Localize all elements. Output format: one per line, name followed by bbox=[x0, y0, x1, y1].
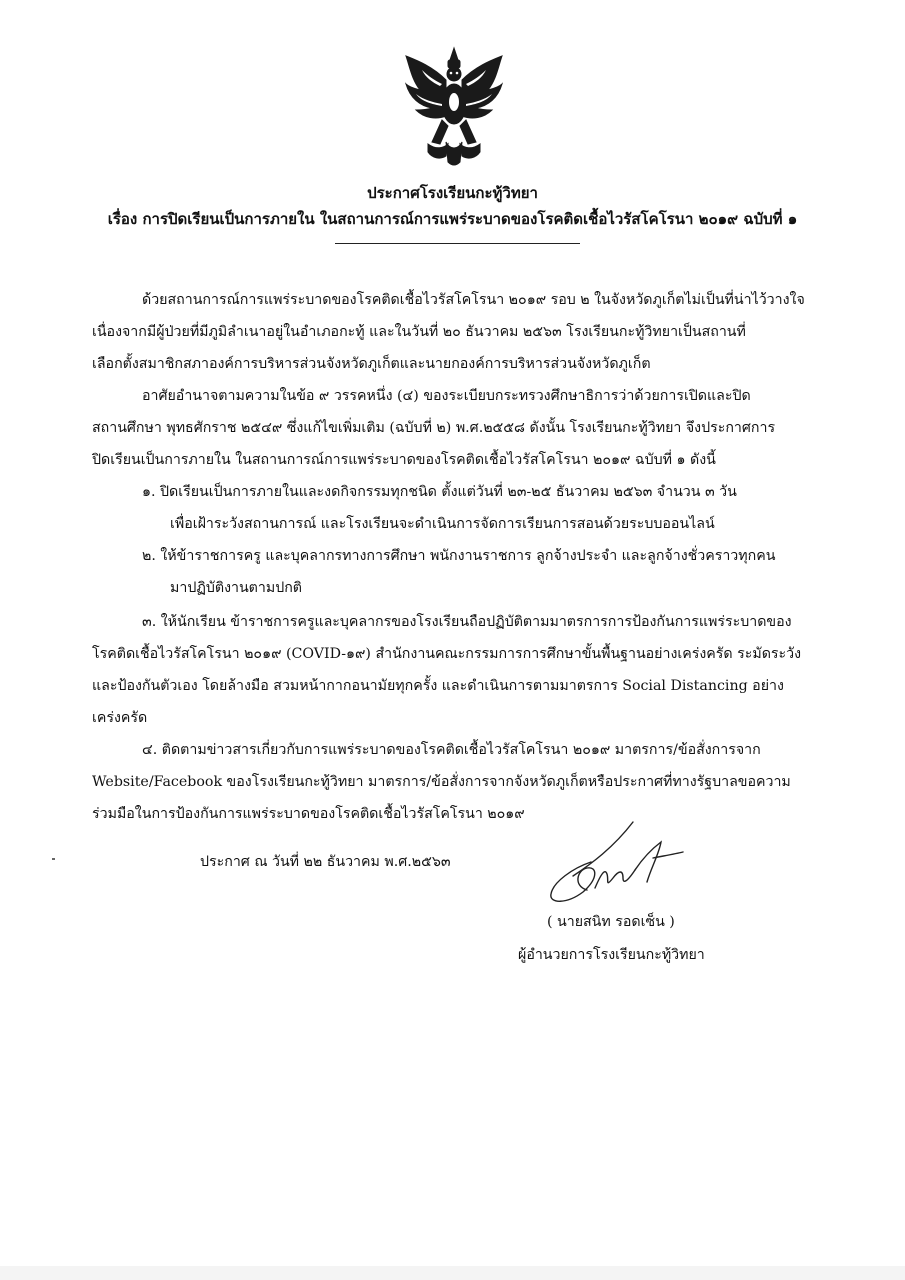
garuda-emblem-icon bbox=[402, 46, 506, 166]
list-item: และป้องกันตัวเอง โดยล้างมือ สวมหน้ากากอนามัยทุกครั้ง และดำเนินการตามมาตรการ Social Distancing อย่าง bbox=[92, 678, 784, 694]
handwritten-signature-icon bbox=[543, 818, 693, 918]
body-line: ด้วยสถานการณ์การแพร่ระบาดของโรคติดเชื้อไวรัสโคโรนา ๒๐๑๙ รอบ ๒ ในจังหวัดภูเก็ตไม่เป็นที่น่าไว้วางใจ bbox=[142, 292, 805, 308]
body-line: สถานศึกษา พุทธศักราช ๒๕๔๙ ซึ่งแก้ไขเพิ่มเติม (ฉบับที่ ๒) พ.ศ.๒๕๕๘ ดังนั้น โรงเรียนกะทู้วิทยา จึงประกาศการ bbox=[92, 420, 776, 436]
body-line: เนื่องจากมีผู้ป่วยที่มีภูมิลำเนาอยู่ในอำเภอกะทู้ และในวันที่ ๒๐ ธันวาคม ๒๕๖๓ โรงเรียนกะทู้วิทยาเป็นสถานที่ bbox=[92, 324, 746, 340]
list-item: เคร่งครัด bbox=[92, 710, 148, 726]
body-line: เลือกตั้งสมาชิกสภาองค์การบริหารส่วนจังหวัดภูเก็ตและนายกองค์การบริหารส่วนจังหวัดภูเก็ต bbox=[92, 356, 651, 372]
signer-title: ผู้อำนวยการโรงเรียนกะทู้วิทยา bbox=[518, 947, 705, 963]
signer-name: ( นายสนิท รอดเซ็น ) bbox=[547, 914, 675, 930]
list-item: เพื่อเฝ้าระวังสถานการณ์ และโรงเรียนจะดำเนินการจัดการเรียนการสอนด้วยระบบออนไลน์ bbox=[170, 516, 715, 532]
list-item: ๔. ติดตามข่าวสารเกี่ยวกับการแพร่ระบาดของโรคติดเชื้อไวรัสโคโรนา ๒๐๑๙ มาตรการ/ข้อสั่งการจาก bbox=[142, 742, 761, 758]
body-line: ปิดเรียนเป็นการภายใน ในสถานการณ์การแพร่ระบาดของโรคติดเชื้อไวรัสโคโรนา ๒๐๑๙ ฉบับที่ ๑ ดังนี้ bbox=[92, 452, 716, 468]
list-item: ร่วมมือในการป้องกันการแพร่ระบาดของโรคติดเชื้อไวรัสโคโรนา ๒๐๑๙ bbox=[92, 806, 525, 822]
body-line: อาศัยอำนาจตามความในข้อ ๙ วรรคหนึ่ง (๔) ของระเบียบกระทรวงศึกษาธิการว่าด้วยการเปิดและปิด bbox=[142, 388, 751, 404]
document-title: ประกาศโรงเรียนกะทู้วิทยา bbox=[367, 184, 538, 202]
list-item: โรคติดเชื้อไวรัสโคโรนา ๒๐๑๙ (COVID-๑๙) สำนักงานคณะกรรมการการศึกษาขั้นพื้นฐานอย่างเคร่งครัด ระมัดระวัง bbox=[92, 646, 802, 662]
list-item: ๒. ให้ข้าราชการครู และบุคลากรทางการศึกษา พนักงานราชการ ลูกจ้างประจำ และลูกจ้างชั่วคราวทุกคน bbox=[142, 548, 776, 564]
list-item: ๑. ปิดเรียนเป็นการภายในและงดกิจกรรมทุกชนิด ตั้งแต่วันที่ ๒๓-๒๕ ธันวาคม ๒๕๖๓ จำนวน ๓ วัน bbox=[142, 484, 737, 500]
list-item: Website/Facebook ของโรงเรียนกะทู้วิทยา มาตรการ/ข้อสั่งการจากจังหวัดภูเก็ตหรือประกาศที่ทางรัฐบาลขอความ bbox=[92, 774, 791, 790]
title-divider bbox=[335, 243, 580, 244]
announcement-date: ประกาศ ณ วันที่ ๒๒ ธันวาคม พ.ศ.๒๕๖๓ bbox=[200, 854, 451, 870]
page-bottom-edge bbox=[0, 1266, 905, 1280]
list-item: มาปฏิบัติงานตามปกติ bbox=[170, 580, 303, 596]
document-subject: เรื่อง การปิดเรียนเป็นการภายใน ในสถานการณ์การแพร่ระบาดของโรคติดเชื้อไวรัสโคโรนา ๒๐๑๙ ฉบับที่ ๑ bbox=[107, 210, 798, 228]
list-item: ๓. ให้นักเรียน ข้าราชการครูและบุคลากรของโรงเรียนถือปฏิบัติตามมาตรการการป้องกันการแพร่ระบาดของ bbox=[142, 614, 792, 630]
scan-speck bbox=[52, 858, 55, 860]
